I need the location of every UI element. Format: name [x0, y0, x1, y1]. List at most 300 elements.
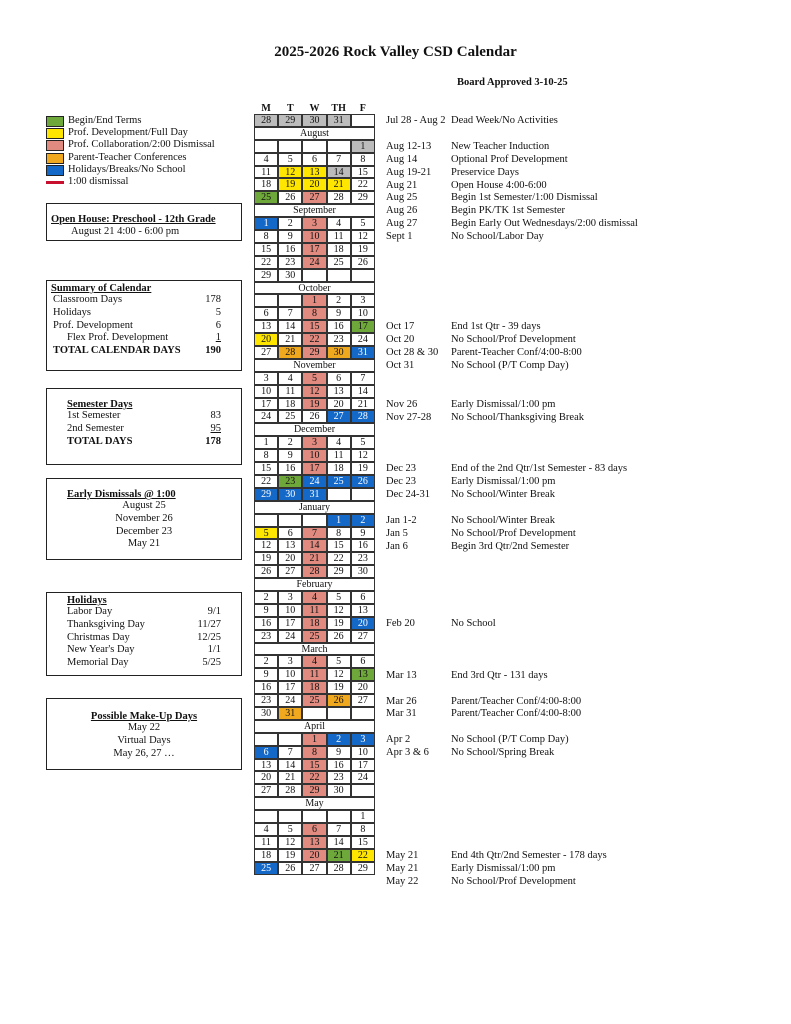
week-row	[254, 398, 375, 411]
day-cell: 26	[351, 256, 375, 269]
day-cell: 15	[351, 166, 375, 179]
day-cell: 25	[254, 191, 278, 204]
holiday-row: Thanksgiving Day 11/27	[67, 618, 221, 630]
day-cell: 23	[254, 630, 278, 643]
day-cell: 6	[278, 527, 302, 540]
day-cell: 14	[278, 320, 302, 333]
day-cell: 11	[327, 230, 351, 243]
day-cell: 6	[302, 823, 326, 836]
event-date: May 21	[386, 863, 419, 875]
event-description: Optional Prof Development	[451, 153, 568, 165]
day-cell	[254, 514, 278, 527]
day-cell: 20	[327, 398, 351, 411]
makeup-days-heading: Possible Make-Up Days	[90, 711, 198, 722]
day-cell: 28	[327, 191, 351, 204]
week-row	[254, 823, 375, 836]
week-row	[254, 694, 375, 707]
event-date: Jan 1-2	[386, 514, 417, 526]
event-date: Aug 25	[386, 192, 418, 204]
day-cell: 12	[302, 385, 326, 398]
summary-row: Holidays 5	[53, 306, 221, 318]
day-cell: 10	[351, 307, 375, 320]
calendar-grid	[254, 104, 375, 875]
day-cell: 1	[327, 514, 351, 527]
weekday-label: M	[261, 103, 271, 114]
week-row	[254, 733, 375, 746]
week-row	[254, 630, 375, 643]
holiday-row: Christmas Day 12/25	[67, 631, 221, 643]
week-row	[254, 153, 375, 166]
day-cell: 10	[278, 668, 302, 681]
early-dismissal-date: December 23	[115, 525, 173, 537]
day-cell: 12	[327, 604, 351, 617]
month-label: September	[254, 204, 375, 217]
day-cell: 25	[302, 694, 326, 707]
day-cell: 21	[302, 552, 326, 565]
event-date: Dec 23	[386, 463, 417, 475]
week-row	[254, 178, 375, 191]
day-cell	[351, 784, 375, 797]
day-cell: 7	[278, 746, 302, 759]
summary-box	[46, 280, 242, 371]
weekday-label: T	[286, 103, 294, 114]
day-cell: 7	[351, 372, 375, 385]
day-cell: 29	[254, 488, 278, 501]
day-cell: 28	[351, 410, 375, 423]
day-cell	[278, 733, 302, 746]
event-description: End 4th Qtr/2nd Semester - 178 days	[451, 850, 607, 862]
event-description: End of the 2nd Qtr/1st Semester - 83 days	[451, 463, 628, 475]
event-date: Apr 2	[386, 734, 411, 746]
week-row	[254, 655, 375, 668]
month-label: May	[254, 797, 375, 810]
approval-note: Board Approved 3-10-25	[457, 77, 568, 88]
day-cell: 14	[278, 759, 302, 772]
day-cell: 29	[351, 862, 375, 875]
event-description: No School/Spring Break	[451, 747, 555, 759]
day-cell: 13	[254, 320, 278, 333]
makeup-days-box	[46, 698, 242, 770]
week-row	[254, 346, 375, 359]
event-date: Nov 27-28	[386, 411, 432, 423]
day-cell	[327, 488, 351, 501]
event-description: No School (P/T Comp Day)	[451, 734, 569, 746]
day-cell: 12	[327, 668, 351, 681]
legend-swatch	[46, 165, 64, 176]
legend-item: Begin/End Terms	[46, 115, 215, 127]
day-cell: 10	[302, 449, 326, 462]
day-cell: 27	[351, 694, 375, 707]
week-row	[254, 256, 375, 269]
day-cell: 25	[302, 630, 326, 643]
day-cell: 15	[254, 243, 278, 256]
week-row	[254, 784, 375, 797]
day-cell: 21	[351, 398, 375, 411]
event-description: No School/Winter Break	[451, 489, 555, 501]
day-cell: 19	[327, 617, 351, 630]
day-cell: 16	[254, 617, 278, 630]
event-date: Jan 6	[386, 540, 408, 552]
event-date: Aug 26	[386, 205, 418, 217]
day-cell: 1	[351, 140, 375, 153]
day-cell: 2	[254, 655, 278, 668]
day-cell: 13	[302, 836, 326, 849]
open-house-heading: Open House: Preschool - 12th Grade	[51, 214, 216, 225]
legend	[46, 115, 215, 188]
day-cell	[254, 294, 278, 307]
summary-row: Prof. Development 6	[53, 319, 221, 331]
day-cell: 26	[351, 475, 375, 488]
semester-row: 1st Semester 83	[67, 410, 221, 421]
day-cell: 27	[302, 862, 326, 875]
month-label: April	[254, 720, 375, 733]
day-cell: 4	[254, 823, 278, 836]
open-house-detail: August 21 4:00 - 6:00 pm	[71, 226, 180, 237]
day-cell: 7	[327, 823, 351, 836]
day-cell: 30	[351, 565, 375, 578]
weekday-header	[254, 104, 375, 114]
day-cell: 3	[278, 655, 302, 668]
semester-box	[46, 388, 242, 465]
day-cell: 28	[302, 565, 326, 578]
weekday-label: TH	[331, 103, 346, 114]
event-date: Aug 27	[386, 218, 418, 230]
week-row	[254, 746, 375, 759]
month-label: February	[254, 578, 375, 591]
day-cell: 11	[302, 668, 326, 681]
day-cell: 26	[302, 410, 326, 423]
summary-row: Classroom Days 178	[53, 294, 221, 305]
week-row	[254, 604, 375, 617]
week-row	[254, 385, 375, 398]
day-cell: 17	[278, 681, 302, 694]
day-cell: 8	[302, 307, 326, 320]
day-cell: 1	[254, 217, 278, 230]
day-cell: 14	[327, 836, 351, 849]
day-cell: 23	[351, 552, 375, 565]
day-cell	[254, 810, 278, 823]
day-cell: 17	[302, 462, 326, 475]
day-cell: 18	[302, 681, 326, 694]
day-cell: 8	[351, 153, 375, 166]
day-cell: 30	[302, 114, 326, 127]
day-cell: 22	[254, 256, 278, 269]
day-cell: 20	[254, 333, 278, 346]
makeup-line: May 26, 27 …	[113, 747, 175, 759]
day-cell: 4	[254, 153, 278, 166]
day-cell: 26	[254, 565, 278, 578]
holiday-row: New Year's Day 1/1	[67, 644, 221, 656]
event-date: Aug 19-21	[386, 166, 432, 178]
week-row	[254, 294, 375, 307]
calendar-body	[254, 114, 375, 875]
week-row	[254, 475, 375, 488]
day-cell: 2	[327, 733, 351, 746]
day-cell	[278, 514, 302, 527]
day-cell: 15	[327, 539, 351, 552]
summary-total-row: TOTAL CALENDAR DAYS 190	[53, 345, 221, 357]
day-cell	[278, 294, 302, 307]
day-cell: 19	[278, 178, 302, 191]
day-cell: 17	[278, 617, 302, 630]
day-cell: 16	[254, 681, 278, 694]
day-cell: 9	[351, 527, 375, 540]
event-description: New Teacher Induction	[451, 140, 550, 152]
semester-row: 2nd Semester 95	[67, 422, 221, 434]
open-house-box	[46, 203, 242, 241]
day-cell: 20	[351, 617, 375, 630]
day-cell: 17	[351, 320, 375, 333]
day-cell: 5	[278, 153, 302, 166]
legend-item: Prof. Collaboration/2:00 Dismissal	[46, 139, 215, 151]
day-cell: 3	[254, 372, 278, 385]
day-cell: 5	[278, 823, 302, 836]
week-row	[254, 410, 375, 423]
event-date: Aug 12-13	[386, 140, 432, 152]
event-date: Dec 23	[386, 476, 417, 488]
day-cell: 16	[278, 462, 302, 475]
week-row	[254, 333, 375, 346]
early-dismissals-box	[46, 478, 242, 560]
day-cell: 22	[302, 333, 326, 346]
month-label: March	[254, 643, 375, 656]
day-cell: 30	[278, 488, 302, 501]
event-description: Begin 1st Semester/1:00 Dismissal	[451, 192, 598, 204]
day-cell: 22	[302, 771, 326, 784]
day-cell: 9	[278, 449, 302, 462]
day-cell: 21	[278, 333, 302, 346]
day-cell: 15	[302, 320, 326, 333]
day-cell: 2	[254, 591, 278, 604]
week-row	[254, 591, 375, 604]
day-cell: 10	[254, 385, 278, 398]
day-cell: 5	[302, 372, 326, 385]
day-cell: 27	[254, 346, 278, 359]
day-cell: 18	[278, 398, 302, 411]
day-cell: 11	[327, 449, 351, 462]
day-cell: 30	[327, 784, 351, 797]
event-date: May 22	[386, 876, 419, 888]
event-date: May 21	[386, 850, 419, 862]
day-cell	[278, 140, 302, 153]
day-cell: 24	[278, 630, 302, 643]
week-row	[254, 527, 375, 540]
day-cell	[302, 810, 326, 823]
holiday-row: Memorial Day 5/25	[67, 657, 221, 669]
day-cell: 12	[351, 449, 375, 462]
week-row	[254, 759, 375, 772]
day-cell: 18	[254, 849, 278, 862]
day-cell	[351, 488, 375, 501]
day-cell: 17	[351, 759, 375, 772]
day-cell	[351, 269, 375, 282]
day-cell: 17	[302, 243, 326, 256]
week-row	[254, 681, 375, 694]
day-cell: 27	[302, 191, 326, 204]
day-cell: 11	[254, 836, 278, 849]
day-cell: 23	[327, 333, 351, 346]
legend-swatch	[46, 140, 64, 151]
day-cell	[351, 707, 375, 720]
day-cell: 1	[351, 810, 375, 823]
day-cell: 22	[254, 475, 278, 488]
day-cell: 2	[278, 436, 302, 449]
day-cell: 24	[254, 410, 278, 423]
early-dismissal-date: May 21	[127, 538, 161, 550]
day-cell: 1	[302, 733, 326, 746]
event-date: Feb 20	[386, 618, 415, 630]
day-cell: 15	[302, 759, 326, 772]
day-cell: 8	[351, 823, 375, 836]
week-row	[254, 668, 375, 681]
day-cell: 9	[327, 307, 351, 320]
event-description: No School/Labor Day	[451, 231, 544, 243]
day-cell: 18	[302, 617, 326, 630]
day-cell: 5	[327, 591, 351, 604]
day-cell: 28	[254, 114, 278, 127]
week-row	[254, 771, 375, 784]
event-date: Aug 14	[386, 153, 418, 165]
day-cell: 12	[254, 539, 278, 552]
month-label: December	[254, 423, 375, 436]
day-cell: 24	[351, 333, 375, 346]
day-cell: 23	[278, 256, 302, 269]
event-description: Parent-Teacher Conf/4:00-8:00	[451, 347, 582, 359]
early-dismissal-date: August 25	[122, 500, 166, 511]
event-date: Sept 1	[386, 231, 413, 243]
week-row	[254, 243, 375, 256]
day-cell: 4	[302, 591, 326, 604]
event-description: No School (P/T Comp Day)	[451, 360, 569, 372]
week-row	[254, 707, 375, 720]
week-row	[254, 462, 375, 475]
day-cell: 24	[278, 694, 302, 707]
day-cell: 8	[327, 527, 351, 540]
day-cell: 16	[278, 243, 302, 256]
day-cell: 3	[351, 733, 375, 746]
day-cell: 10	[278, 604, 302, 617]
week-row	[254, 217, 375, 230]
day-cell: 4	[302, 655, 326, 668]
day-cell: 3	[278, 591, 302, 604]
week-row	[254, 449, 375, 462]
week-row	[254, 269, 375, 282]
day-cell: 4	[327, 217, 351, 230]
week-row	[254, 140, 375, 153]
month-label: October	[254, 282, 375, 295]
day-cell: 20	[254, 771, 278, 784]
event-description: Begin PK/TK 1st Semester	[451, 205, 566, 217]
day-cell: 10	[351, 746, 375, 759]
legend-swatch	[46, 153, 64, 164]
event-date: Nov 26	[386, 398, 418, 410]
event-description: Open House 4:00-6:00	[451, 179, 547, 191]
day-cell: 29	[327, 565, 351, 578]
day-cell: 31	[278, 707, 302, 720]
day-cell: 21	[327, 849, 351, 862]
day-cell: 2	[351, 514, 375, 527]
day-cell: 28	[278, 346, 302, 359]
day-cell: 25	[327, 475, 351, 488]
month-label: January	[254, 501, 375, 514]
day-cell: 9	[327, 746, 351, 759]
event-description: End 3rd Qtr - 131 days	[451, 669, 548, 681]
event-date: Apr 3 & 6	[386, 747, 429, 759]
day-cell: 6	[327, 372, 351, 385]
day-cell: 9	[254, 604, 278, 617]
day-cell	[254, 733, 278, 746]
day-cell: 30	[327, 346, 351, 359]
day-cell: 17	[254, 398, 278, 411]
day-cell: 23	[254, 694, 278, 707]
day-cell: 25	[254, 862, 278, 875]
day-cell: 20	[302, 178, 326, 191]
day-cell	[302, 514, 326, 527]
day-cell: 26	[327, 694, 351, 707]
day-cell: 30	[254, 707, 278, 720]
week-row	[254, 166, 375, 179]
day-cell: 31	[351, 346, 375, 359]
week-row	[254, 849, 375, 862]
day-cell: 18	[327, 462, 351, 475]
event-date: Aug 21	[386, 179, 418, 191]
day-cell	[302, 140, 326, 153]
day-cell: 20	[278, 552, 302, 565]
day-cell: 25	[327, 256, 351, 269]
day-cell: 21	[327, 178, 351, 191]
day-cell: 19	[254, 552, 278, 565]
week-row	[254, 372, 375, 385]
day-cell: 7	[278, 307, 302, 320]
day-cell: 10	[302, 230, 326, 243]
week-row	[254, 617, 375, 630]
day-cell: 24	[302, 256, 326, 269]
event-description: No School	[451, 618, 496, 630]
day-cell: 6	[254, 307, 278, 320]
day-cell: 20	[351, 681, 375, 694]
day-cell: 6	[254, 746, 278, 759]
event-description: No School/Winter Break	[451, 514, 555, 526]
day-cell: 19	[351, 243, 375, 256]
day-cell	[254, 140, 278, 153]
day-cell: 15	[351, 836, 375, 849]
day-cell	[327, 140, 351, 153]
week-row	[254, 514, 375, 527]
day-cell: 7	[327, 153, 351, 166]
day-cell: 24	[351, 771, 375, 784]
day-cell: 29	[302, 346, 326, 359]
day-cell: 9	[278, 230, 302, 243]
event-date: Oct 20	[386, 334, 415, 346]
day-cell: 7	[302, 527, 326, 540]
event-date: Mar 13	[386, 669, 417, 681]
day-cell: 13	[327, 385, 351, 398]
day-cell: 26	[278, 862, 302, 875]
day-cell: 3	[351, 294, 375, 307]
day-cell: 8	[254, 449, 278, 462]
week-row	[254, 307, 375, 320]
day-cell: 26	[327, 630, 351, 643]
day-cell: 5	[351, 436, 375, 449]
day-cell: 23	[327, 771, 351, 784]
holidays-heading: Holidays	[67, 595, 107, 606]
day-cell: 3	[302, 217, 326, 230]
week-row	[254, 539, 375, 552]
day-cell: 19	[327, 681, 351, 694]
day-cell: 8	[302, 746, 326, 759]
summary-row: Flex Prof. Development 1	[67, 332, 221, 344]
holiday-row: Labor Day 9/1	[67, 606, 221, 617]
